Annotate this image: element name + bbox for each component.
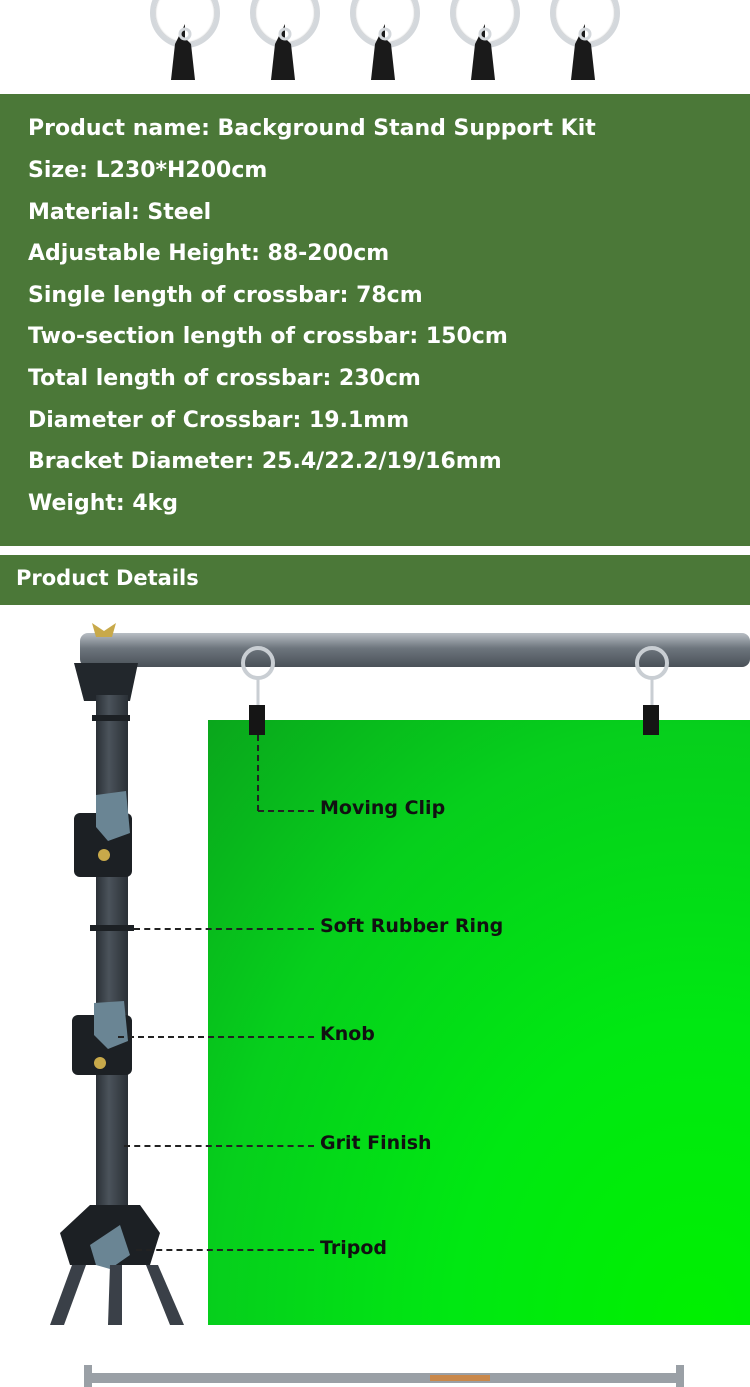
spec-crossbar-two-section: Two-section length of crossbar: 150cm — [28, 324, 508, 349]
spec-product-name: Product name: Background Stand Support Kit — [28, 116, 596, 141]
details-header — [0, 555, 750, 605]
knob-leader — [118, 1036, 314, 1038]
spec-adjustable-height: Adjustable Height: 88-200cm — [28, 241, 390, 266]
clip-icon — [565, 24, 599, 82]
spec-crossbar-diameter: Diameter of Crossbar: 19.1mm — [28, 408, 410, 433]
top-rings-image — [0, 0, 750, 94]
clip-icon — [465, 24, 499, 82]
callout-grit-finish: Grit Finish — [320, 1132, 432, 1154]
product-photo — [0, 605, 750, 1325]
specs-panel — [0, 94, 750, 546]
grit-finish-leader — [124, 1145, 314, 1147]
crossbar-icon — [0, 1325, 750, 1387]
crossbar-preview-image — [0, 1325, 750, 1387]
callout-moving-clip: Moving Clip — [320, 797, 446, 819]
spec-size: Size: L230*H200cm — [28, 158, 268, 183]
spec-material: Material: Steel — [28, 200, 212, 225]
details-title: Product Details — [16, 566, 199, 590]
callout-soft-rubber-ring: Soft Rubber Ring — [320, 915, 504, 937]
stand-icon — [0, 605, 750, 1325]
clip-icon — [165, 24, 199, 82]
spec-bracket-diameter: Bracket Diameter: 25.4/22.2/19/16mm — [28, 449, 502, 474]
moving-clip-leader — [258, 810, 314, 812]
soft-rubber-ring-leader — [134, 928, 314, 930]
callout-knob: Knob — [320, 1023, 375, 1045]
spec-crossbar-single: Single length of crossbar: 78cm — [28, 283, 423, 308]
clip-icon — [365, 24, 399, 82]
moving-clip-leader — [257, 735, 259, 811]
callout-tripod: Tripod — [320, 1237, 388, 1259]
tripod-leader — [136, 1249, 314, 1251]
spec-crossbar-total: Total length of crossbar: 230cm — [28, 366, 421, 391]
clip-icon — [265, 24, 299, 82]
spec-weight: Weight: 4kg — [28, 491, 179, 516]
